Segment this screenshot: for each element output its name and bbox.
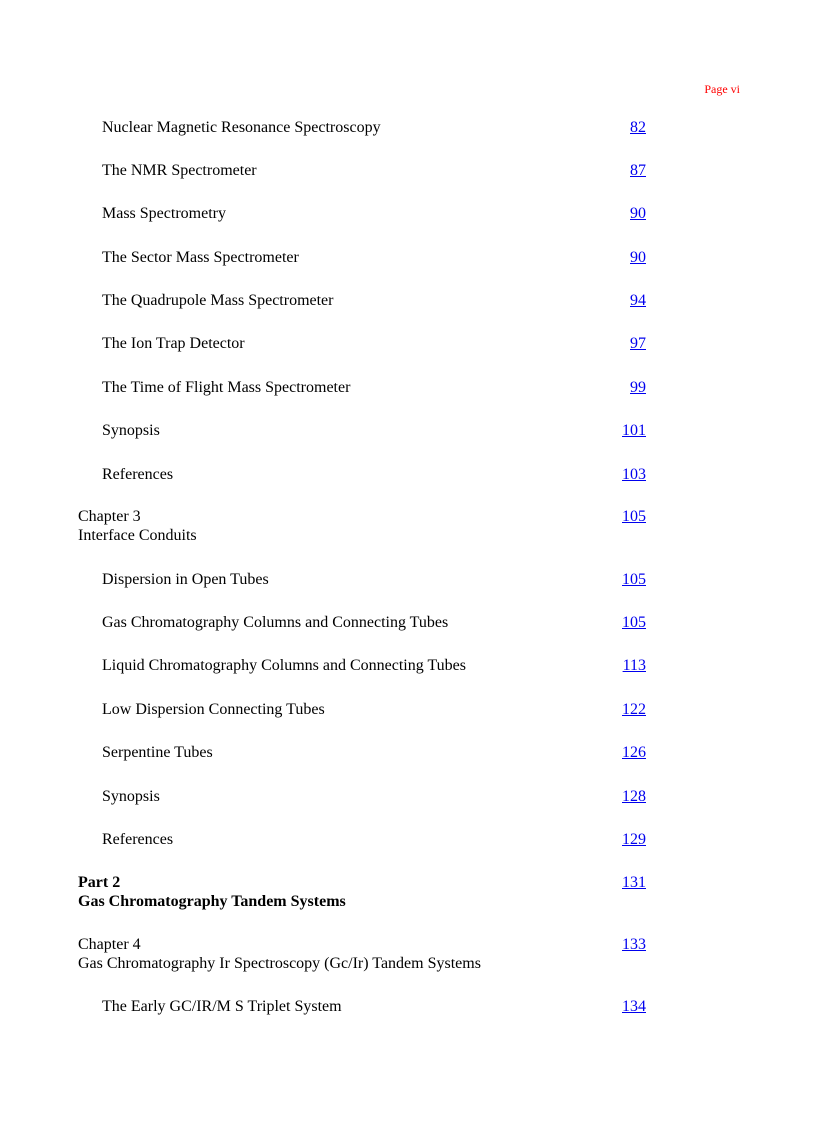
toc-entry-title	[102, 118, 381, 137]
toc-entry-title-line: The Time of Flight Mass Spectrometer	[102, 379, 351, 396]
toc-entry-title-line: References	[102, 831, 174, 848]
toc-entry-title-line: Dispersion in Open Tubes	[102, 571, 269, 588]
toc-page-link[interactable]: 129	[622, 831, 646, 848]
toc-entry-title	[102, 378, 350, 397]
toc-entry-title-line: Synopsis	[102, 788, 160, 805]
toc-entry-title-line: Synopsis	[102, 422, 160, 439]
toc-entry-title-line: Gas Chromatography Columns and Connecting Tubes	[102, 614, 449, 631]
toc-page-link[interactable]: 128	[622, 788, 646, 805]
toc-entry-title	[102, 787, 160, 806]
toc-entry-title	[78, 873, 346, 911]
toc-entry-title-line: References	[102, 466, 174, 483]
toc-page-link[interactable]: 94	[630, 292, 646, 309]
toc-entry-title	[102, 613, 448, 632]
toc-entry-title-line: The Early GC/IR/M S Triplet System	[102, 998, 342, 1015]
toc-page-link[interactable]: 87	[630, 162, 646, 179]
toc-entry-title-line: Low Dispersion Connecting Tubes	[102, 701, 325, 718]
toc-page-link[interactable]: 134	[622, 998, 646, 1015]
toc-entry-title	[102, 656, 466, 675]
toc-entry-title	[78, 935, 481, 973]
toc-entry-title-line: Gas Chromatography Tandem Systems	[78, 893, 346, 910]
toc-page-link[interactable]: 101	[622, 422, 646, 439]
toc-entry-title	[102, 830, 173, 849]
toc-entry-title	[102, 421, 160, 440]
toc-page-link[interactable]: 105	[622, 571, 646, 588]
page-number-label: Page vi	[704, 82, 740, 96]
toc-entry-title-line: Liquid Chromatography Columns and Connecting Tubes	[102, 657, 466, 674]
toc-entry-title-line: The Quadrupole Mass Spectrometer	[102, 292, 334, 309]
toc-entry-title-line: Gas Chromatography Ir Spectroscopy (Gc/Ir) Tandem Systems	[78, 955, 481, 972]
toc-page-link[interactable]: 131	[622, 874, 646, 891]
toc-entry-title-line: The NMR Spectrometer	[102, 162, 257, 179]
toc-entry-title	[102, 570, 269, 589]
toc-page-link[interactable]: 113	[622, 657, 646, 674]
toc-entry-title	[102, 997, 342, 1016]
toc-page-link[interactable]: 105	[622, 508, 646, 525]
toc-entry-title-line: Mass Spectrometry	[102, 205, 226, 222]
toc-entry-title	[102, 743, 213, 762]
toc-entry-title-line: Chapter 4	[78, 936, 141, 953]
toc-page-link[interactable]: 126	[622, 744, 646, 761]
toc-entry-title	[102, 204, 226, 223]
toc-entry-title	[102, 161, 257, 180]
toc-entry-title	[102, 465, 173, 484]
toc-page-link[interactable]: 105	[622, 614, 646, 631]
toc-entry-title-line: The Ion Trap Detector	[102, 335, 245, 352]
toc-entry-title	[102, 291, 333, 310]
toc-page-link[interactable]: 133	[622, 936, 646, 953]
toc-entry-title	[78, 507, 197, 545]
toc-entry-title-line: Part 2	[78, 874, 121, 891]
toc-entry-title-line: Serpentine Tubes	[102, 744, 213, 761]
toc-entry-title	[102, 248, 299, 267]
toc-entry-title-line: Interface Conduits	[78, 527, 197, 544]
toc-page-link[interactable]: 90	[630, 249, 646, 266]
toc-entry-title-line: Chapter 3	[78, 508, 141, 525]
toc-page-link[interactable]: 99	[630, 379, 646, 396]
toc-entry-title	[102, 700, 325, 719]
toc-page-link[interactable]: 103	[622, 466, 646, 483]
toc-entry-title-line: The Sector Mass Spectrometer	[102, 249, 299, 266]
toc-page-link[interactable]: 97	[630, 335, 646, 352]
toc-page-link[interactable]: 82	[630, 119, 646, 136]
toc-page-link[interactable]: 122	[622, 701, 646, 718]
toc-entry-title	[102, 334, 245, 353]
toc-entry-title-line: Nuclear Magnetic Resonance Spectroscopy	[102, 119, 381, 136]
toc-page-link[interactable]: 90	[630, 205, 646, 222]
